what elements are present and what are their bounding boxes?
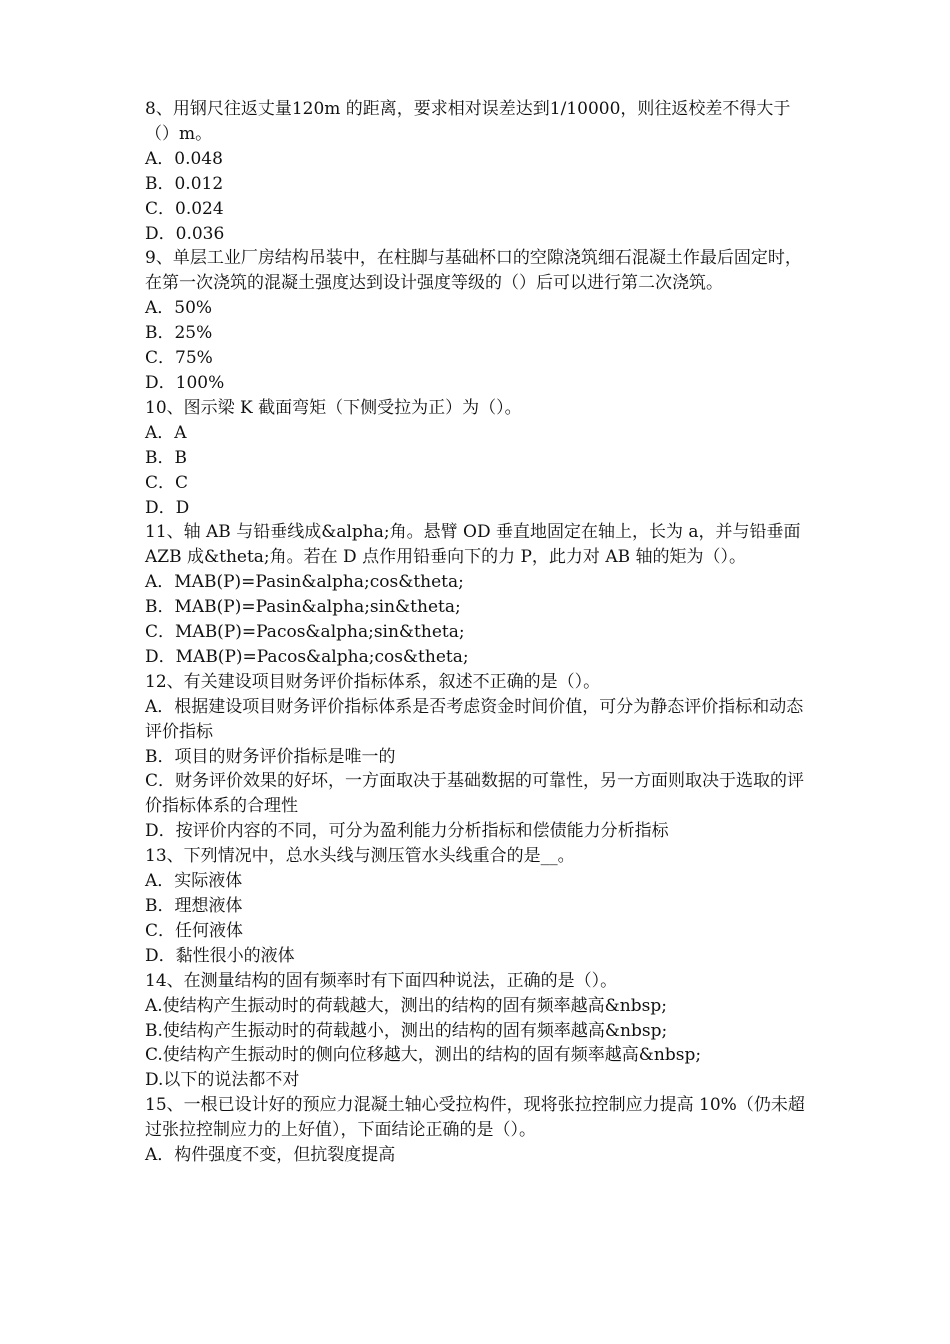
- question-text: 12、有关建设项目财务评价指标体系，叙述不正确的是（）。: [145, 671, 601, 692]
- option-c: C．C: [145, 472, 189, 493]
- option-c: C．任何液体: [145, 920, 244, 941]
- option-b: B．MAB(P)=Pasin&alpha;sin&theta;: [145, 597, 461, 618]
- question-text: 9、单层工业厂房结构吊装中，在柱脚与基础杯口的空隙浇筑细石混凝土作最后固定时，在第一次浇筑的混凝土强度达到设计强度等级的（）后可以进行第二次浇筑。: [145, 248, 802, 294]
- option-b: B．理想液体: [145, 896, 243, 916]
- option-d: D．0.036: [145, 223, 225, 244]
- question-text: 11、轴 AB 与铅垂线成&alpha;角。悬臂 OD 垂直地固定在轴上，长为 a，并与铅垂面 AZB 成&theta;角。若在 D 点作用铅垂向下的力 P，此力对 AB 轴的矩为（）。: [145, 522, 801, 568]
- option-b: B．B: [145, 447, 187, 468]
- option-b: B．25%: [145, 323, 213, 344]
- option-a: A．构件强度不变，但抗裂度提高: [145, 1145, 396, 1166]
- option-d: D．D: [145, 497, 190, 518]
- option-b: B．0.012: [145, 173, 224, 194]
- option-a: A．MAB(P)=Pasin&alpha;cos&theta;: [145, 572, 464, 593]
- option-d: D．MAB(P)=Pacos&alpha;cos&theta;: [145, 646, 469, 667]
- option-d: D．100%: [145, 372, 225, 393]
- question-11: [145, 520, 810, 669]
- question-12: [145, 670, 810, 844]
- exam-document: [145, 97, 810, 1168]
- question-15: [145, 1093, 810, 1168]
- option-b: B.使结构产生振动时的荷载越小，测出的结构的固有频率越高&nbsp;: [145, 1020, 668, 1041]
- question-text: 10、图示梁 K 截面弯矩（下侧受拉为正）为（）。: [145, 397, 522, 418]
- question-9: [145, 246, 810, 395]
- question-text: 14、在测量结构的固有频率时有下面四种说法，正确的是（）。: [145, 970, 618, 991]
- option-c: C．0.024: [145, 198, 224, 219]
- option-a: A.使结构产生振动时的荷载越大，测出的结构的固有频率越高&nbsp;: [145, 995, 667, 1016]
- option-a: A．A: [145, 422, 187, 443]
- question-13: [145, 844, 810, 969]
- option-c: C．75%: [145, 348, 213, 369]
- option-c: C．MAB(P)=Pacos&alpha;sin&theta;: [145, 622, 465, 643]
- option-d: D．按评价内容的不同，可分为盈利能力分析指标和偿债能力分析指标: [145, 821, 669, 842]
- option-d: D．黏性很小的液体: [145, 945, 295, 966]
- option-d: D.以下的说法都不对: [145, 1070, 300, 1091]
- question-10: [145, 396, 810, 521]
- option-a: A．0.048: [145, 148, 223, 169]
- question-text: 15、一根已设计好的预应力混凝土轴心受拉构件，现将张拉控制应力提高 10%（仍未超过张拉控制应力的上好值），下面结论正确的是（）。: [145, 1095, 805, 1141]
- question-text: 8、用钢尺往返丈量120m 的距离，要求相对误差达到1/10000，则往返校差不得大于（）m。: [145, 99, 791, 144]
- option-a: A．实际液体: [145, 871, 243, 892]
- question-14: [145, 969, 810, 1094]
- option-a: A．50%: [145, 298, 213, 319]
- question-text: 13、下列情况中，总水头线与测压管水头线重合的是__。: [145, 846, 575, 867]
- option-c: C.使结构产生振动时的侧向位移越大，测出的结构的固有频率越高&nbsp;: [145, 1045, 702, 1066]
- question-8: [145, 97, 810, 246]
- option-c: C．财务评价效果的好坏，一方面取决于基础数据的可靠性，另一方面则取决于选取的评价指标体系的合理性: [145, 771, 805, 817]
- option-b: B．项目的财务评价指标是唯一的: [145, 746, 396, 767]
- option-a: A．根据建设项目财务评价指标体系是否考虑资金时间价值，可分为静态评价指标和动态评价指标: [145, 696, 804, 742]
